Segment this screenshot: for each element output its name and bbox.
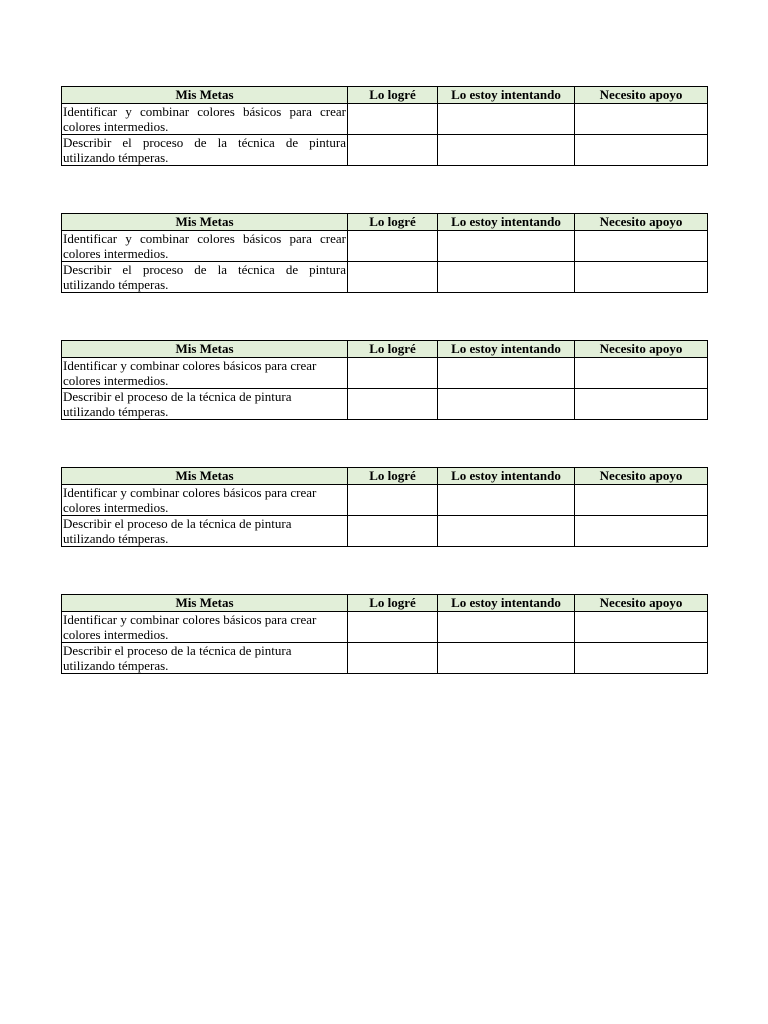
trying-cell[interactable] <box>438 358 575 389</box>
header-trying: Lo estoy intentando <box>438 214 575 231</box>
header-row <box>62 87 708 104</box>
header-achieved: Lo logré <box>348 341 438 358</box>
table-row <box>62 104 708 135</box>
trying-cell[interactable] <box>438 262 575 293</box>
achieved-cell[interactable] <box>348 612 438 643</box>
table-row <box>62 485 708 516</box>
header-goals: Mis Metas <box>62 341 348 358</box>
header-trying: Lo estoy intentando <box>438 341 575 358</box>
achieved-cell[interactable] <box>348 262 438 293</box>
goal-cell: Identificar y combinar colores básicos para crear colores intermedios. <box>62 612 348 643</box>
trying-cell[interactable] <box>438 389 575 420</box>
goal-cell: Identificar y combinar colores básicos para crear colores intermedios. <box>62 485 348 516</box>
achieved-cell[interactable] <box>348 231 438 262</box>
trying-cell[interactable] <box>438 135 575 166</box>
goal-cell: Describir el proceso de la técnica de pintura utilizando témperas. <box>63 262 346 292</box>
header-goals: Mis Metas <box>62 595 348 612</box>
need-support-cell[interactable] <box>575 389 708 420</box>
trying-cell[interactable] <box>438 231 575 262</box>
table-row <box>62 231 708 262</box>
achieved-cell[interactable] <box>348 104 438 135</box>
goals-table-5 <box>61 594 708 674</box>
need-support-cell[interactable] <box>575 485 708 516</box>
need-support-cell[interactable] <box>575 135 708 166</box>
header-need-support: Necesito apoyo <box>575 87 708 104</box>
achieved-cell[interactable] <box>348 516 438 547</box>
header-goals: Mis Metas <box>62 87 348 104</box>
trying-cell[interactable] <box>438 612 575 643</box>
header-achieved: Lo logré <box>348 87 438 104</box>
need-support-cell[interactable] <box>575 358 708 389</box>
goals-table-3 <box>61 340 708 420</box>
goal-cell: Identificar y combinar colores básicos para crear colores intermedios. <box>63 104 346 134</box>
goal-cell: Describir el proceso de la técnica de pintura utilizando témperas. <box>62 516 348 547</box>
achieved-cell[interactable] <box>348 485 438 516</box>
header-need-support: Necesito apoyo <box>575 341 708 358</box>
header-goals: Mis Metas <box>62 468 348 485</box>
header-row <box>62 468 708 485</box>
header-achieved: Lo logré <box>348 214 438 231</box>
table-row <box>62 612 708 643</box>
achieved-cell[interactable] <box>348 389 438 420</box>
goal-cell: Describir el proceso de la técnica de pintura utilizando témperas. <box>63 135 346 165</box>
achieved-cell[interactable] <box>348 135 438 166</box>
goals-table-1 <box>61 86 708 166</box>
header-goals: Mis Metas <box>62 214 348 231</box>
need-support-cell[interactable] <box>575 612 708 643</box>
trying-cell[interactable] <box>438 643 575 674</box>
header-trying: Lo estoy intentando <box>438 468 575 485</box>
goals-table-2 <box>61 213 708 293</box>
goals-table-4 <box>61 467 708 547</box>
header-row <box>62 341 708 358</box>
goal-cell: Describir el proceso de la técnica de pintura utilizando témperas. <box>62 643 348 674</box>
table-row <box>62 516 708 547</box>
header-row <box>62 595 708 612</box>
achieved-cell[interactable] <box>348 643 438 674</box>
table-row <box>62 262 708 293</box>
header-achieved: Lo logré <box>348 595 438 612</box>
header-need-support: Necesito apoyo <box>575 468 708 485</box>
goal-cell: Describir el proceso de la técnica de pintura utilizando témperas. <box>62 389 348 420</box>
trying-cell[interactable] <box>438 516 575 547</box>
need-support-cell[interactable] <box>575 104 708 135</box>
need-support-cell[interactable] <box>575 231 708 262</box>
goal-cell: Identificar y combinar colores básicos para crear colores intermedios. <box>62 358 348 389</box>
trying-cell[interactable] <box>438 485 575 516</box>
goal-cell: Identificar y combinar colores básicos para crear colores intermedios. <box>63 231 346 261</box>
header-row <box>62 214 708 231</box>
header-need-support: Necesito apoyo <box>575 595 708 612</box>
need-support-cell[interactable] <box>575 643 708 674</box>
need-support-cell[interactable] <box>575 516 708 547</box>
table-row <box>62 389 708 420</box>
trying-cell[interactable] <box>438 104 575 135</box>
header-achieved: Lo logré <box>348 468 438 485</box>
header-trying: Lo estoy intentando <box>438 595 575 612</box>
need-support-cell[interactable] <box>575 262 708 293</box>
table-row <box>62 643 708 674</box>
achieved-cell[interactable] <box>348 358 438 389</box>
table-row <box>62 358 708 389</box>
header-need-support: Necesito apoyo <box>575 214 708 231</box>
table-row <box>62 135 708 166</box>
header-trying: Lo estoy intentando <box>438 87 575 104</box>
